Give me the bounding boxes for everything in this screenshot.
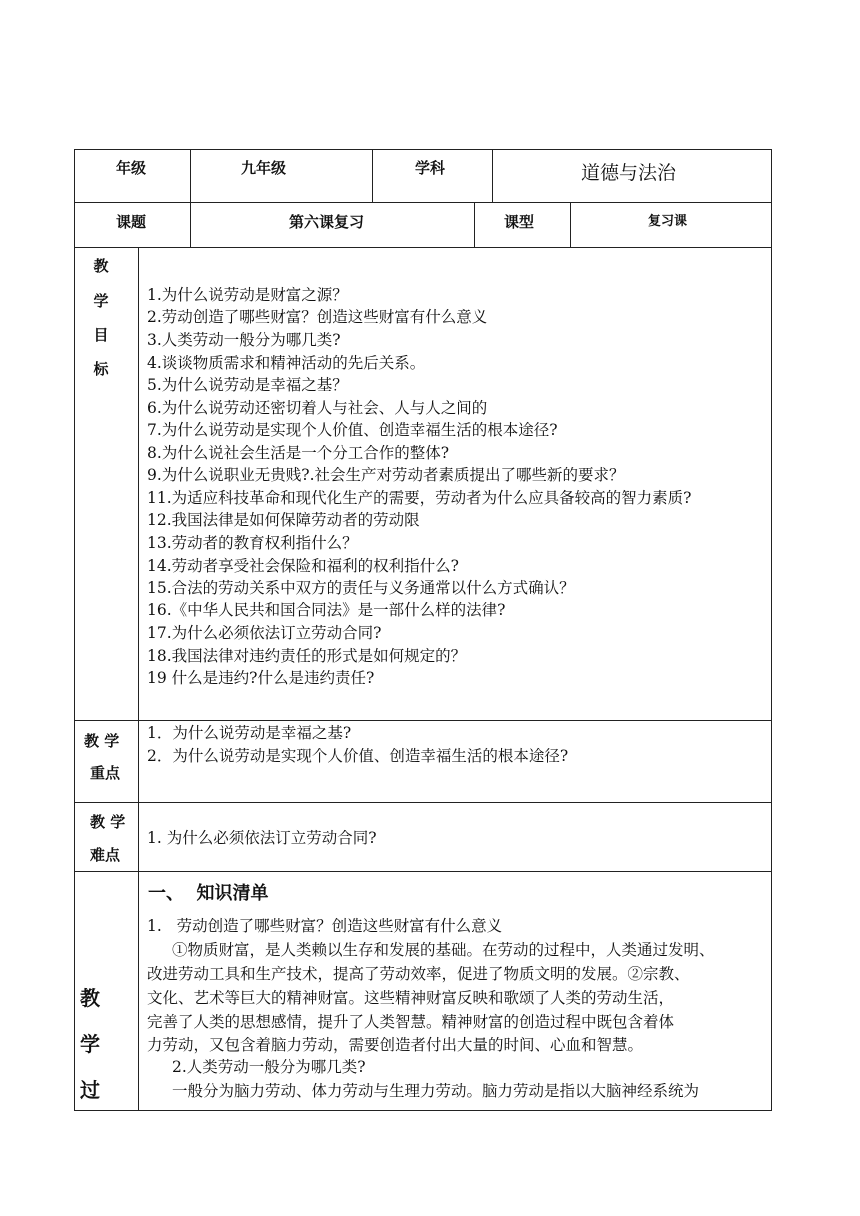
topic-label: 课题 xyxy=(116,213,147,231)
process-label-2: 学 xyxy=(80,1032,100,1056)
process-line: 力劳动，又包含着脑力劳动，需要创造者付出大量的时间、心血和智慧。 xyxy=(147,1036,644,1054)
goals-label-1: 教 xyxy=(93,257,109,275)
grade-value: 九年级 xyxy=(241,159,287,177)
keypoint-item: 1．为什么说劳动是幸福之基? xyxy=(147,724,352,742)
section-title: 一、 知识清单 xyxy=(148,883,269,904)
keypoints-label-1: 教 学 xyxy=(84,732,120,750)
goal-item: 14.劳动者享受社会保险和福利的权利指什么? xyxy=(147,557,459,575)
goal-item: 16.《中华人民共和国合同法》是一部什么样的法律? xyxy=(147,601,506,619)
subject-value: 道德与法治 xyxy=(581,162,677,184)
goal-item: 8.为什么说社会生活是一个分工合作的整体? xyxy=(147,444,450,462)
process-label-1: 教 xyxy=(80,986,100,1010)
difficulty-label-2: 难点 xyxy=(90,846,121,864)
goal-item: 7.为什么说劳动是实现个人价值、创造幸福生活的根本途径? xyxy=(147,421,558,439)
goal-item: 3.人类劳动一般分为哪几类? xyxy=(147,331,341,349)
subject-label: 学科 xyxy=(415,159,446,177)
difficulty-label-1: 教 学 xyxy=(90,813,126,831)
goal-item: 2.劳动创造了哪些财富？创造这些财富有什么意义 xyxy=(147,308,488,326)
goals-label-3: 目 xyxy=(93,326,109,344)
goal-item: 13.劳动者的教育权利指什么？ xyxy=(147,534,358,552)
goal-item: 1.为什么说劳动是财富之源？ xyxy=(147,286,348,304)
goal-item: 5.为什么说劳动是幸福之基？ xyxy=(147,376,348,394)
goal-item: 4.谈谈物质需求和精神活动的先后关系。 xyxy=(147,354,426,372)
process-line: 1. 劳动创造了哪些财富？创造这些财富有什么意义 xyxy=(147,917,503,935)
process-line: 文化、艺术等巨大的精神财富。这些精神财富反映和歌颂了人类的劳动生活， xyxy=(147,989,675,1007)
keypoints-label-2: 重点 xyxy=(90,764,121,782)
goal-item: 9.为什么说职业无贵贱?.社会生产对劳动者素质提出了哪些新的要求？ xyxy=(147,466,625,484)
goal-item: 12.我国法律是如何保障劳动者的劳动限 xyxy=(147,511,420,529)
goals-label-4: 标 xyxy=(93,360,109,378)
type-value: 复习课 xyxy=(648,214,688,229)
process-line: ①物质财富，是人类赖以生存和发展的基础。在劳动的过程中，人类通过发明、 xyxy=(172,941,715,959)
process-line: 2.人类劳动一般分为哪几类? xyxy=(172,1058,366,1076)
process-line: 改进劳动工具和生产技术，提高了劳动效率，促进了物质文明的发展。②宗教、 xyxy=(147,965,690,983)
grade-label: 年级 xyxy=(116,159,147,177)
process-line: 完善了人类的思想感情，提升了人类智慧。精神财富的创造过程中既包含着体 xyxy=(147,1013,675,1031)
goals-label-2: 学 xyxy=(93,292,109,310)
type-label: 课型 xyxy=(504,213,535,231)
goal-item: 17.为什么必须依法订立劳动合同? xyxy=(147,624,382,642)
goal-item: 19 什么是违约?什么是违约责任? xyxy=(147,669,375,687)
keypoint-item: 2．为什么说劳动是实现个人价值、创造幸福生活的根本途径? xyxy=(147,747,569,765)
topic-value: 第六课复习 xyxy=(289,213,365,231)
process-label-3: 过 xyxy=(80,1078,100,1102)
process-line: 一般分为脑力劳动、体力劳动与生理力劳动。脑力劳动是指以大脑神经系统为 xyxy=(172,1082,700,1100)
goal-item: 6.为什么说劳动还密切着人与社会、人与人之间的 xyxy=(147,399,488,417)
goal-item: 18.我国法律对违约责任的形式是如何规定的？ xyxy=(147,647,467,665)
difficulty-item: 1. 为什么必须依法订立劳动合同? xyxy=(147,829,377,847)
goal-item: 11.为适应科技革命和现代化生产的需要，劳动者为什么应具备较高的智力素质? xyxy=(147,489,692,507)
goal-item: 15.合法的劳动关系中双方的责任与义务通常以什么方式确认？ xyxy=(147,579,575,597)
